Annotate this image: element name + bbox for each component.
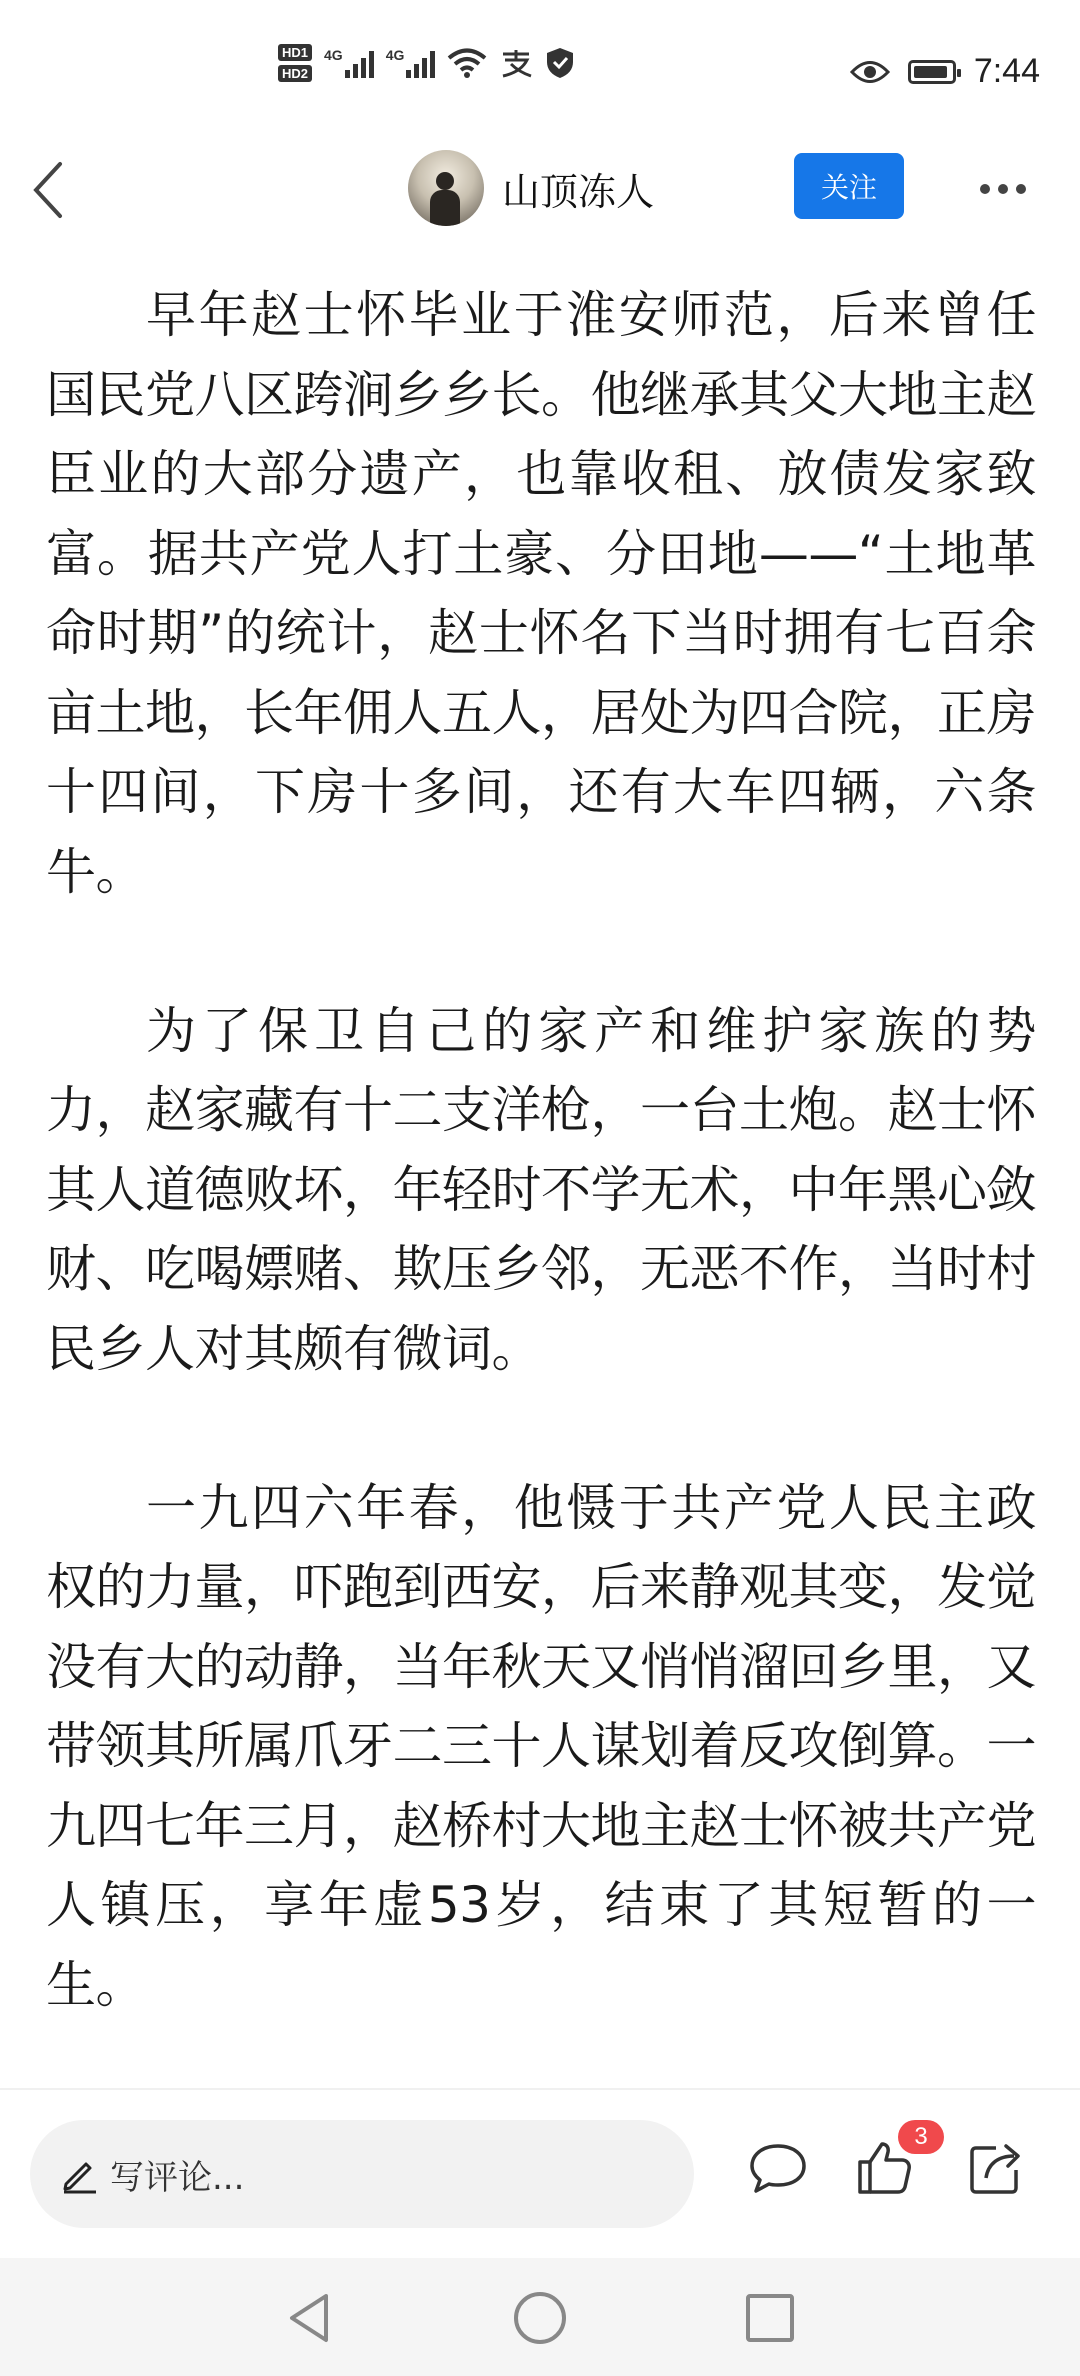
- comment-placeholder: 写评论...: [110, 2157, 245, 2198]
- article-body: [46, 276, 1036, 2025]
- status-icons-left: [278, 44, 575, 82]
- home-circle-icon[interactable]: [510, 2288, 570, 2348]
- author-info[interactable]: [408, 150, 654, 226]
- eye-icon: [850, 59, 890, 85]
- hd2-label: HD2: [278, 65, 312, 82]
- comment-input[interactable]: [30, 2120, 694, 2228]
- comment-icon[interactable]: [748, 2138, 808, 2198]
- pen-icon: [60, 2154, 100, 2194]
- wifi-icon: [447, 47, 487, 79]
- network-1-label: 4G: [324, 47, 343, 63]
- avatar[interactable]: [408, 150, 484, 226]
- battery-icon: [908, 60, 956, 84]
- status-icons-right: [850, 52, 1040, 91]
- hd-indicator: [278, 44, 312, 82]
- recent-square-icon[interactable]: [740, 2288, 800, 2348]
- hd1-label: HD1: [278, 44, 312, 61]
- bottom-action-bar: [0, 2090, 1080, 2258]
- article-paragraph: 早年赵士怀毕业于淮安师范，后来曾任国民党八区跨涧乡乡长。他继承其父大地主赵臣业的大部分遗产，也靠收租、放债发家致富。据共产党人打土豪、分田地——“土地革命时期”的统计，赵士怀名下当时拥有七百余亩土地，长年佣人五人，居处为四合院，正房十四间，下房十多间，还有大车四辆，六条牛。: [46, 286, 1036, 901]
- signal-1-icon: [324, 48, 374, 78]
- clock-time: 7:44: [973, 52, 1040, 90]
- signal-2-icon: [386, 48, 436, 78]
- article-paragraph: 一九四六年春，他慑于共产党人民主政权的力量，吓跑到西安，后来静观其变，发觉没有大的动静，当年秋天又悄悄溜回乡里，又带领其所属爪牙二三十人谋划着反攻倒算。一九四七年三月，赵桥村大地主赵士怀被共产党人镇压，享年虚53岁，结束了其短暂的一生。: [46, 1478, 1036, 2014]
- alipay-icon: [499, 48, 533, 78]
- article-header: [0, 140, 1080, 240]
- network-2-label: 4G: [385, 47, 405, 63]
- system-navigation-bar: [0, 2258, 1080, 2376]
- like-count-badge: 3: [898, 2120, 944, 2154]
- author-name[interactable]: 山顶冻人: [502, 169, 655, 214]
- back-triangle-icon[interactable]: [280, 2288, 340, 2348]
- shield-icon: [545, 46, 575, 80]
- follow-button[interactable]: 关注: [794, 153, 904, 219]
- share-icon[interactable]: [966, 2138, 1026, 2198]
- article-paragraph: 为了保卫自己的家产和维护家族的势力，赵家藏有十二支洋枪，一台土炮。赵士怀其人道德败坏，年轻时不学无术，中年黑心敛财、吃喝嫖赌、欺压乡邻，无恶不作，当时村民乡人对其颇有微词。: [46, 1001, 1036, 1378]
- more-options-icon[interactable]: [980, 184, 1026, 194]
- status-bar: [0, 0, 1080, 140]
- back-arrow-icon[interactable]: [28, 158, 68, 222]
